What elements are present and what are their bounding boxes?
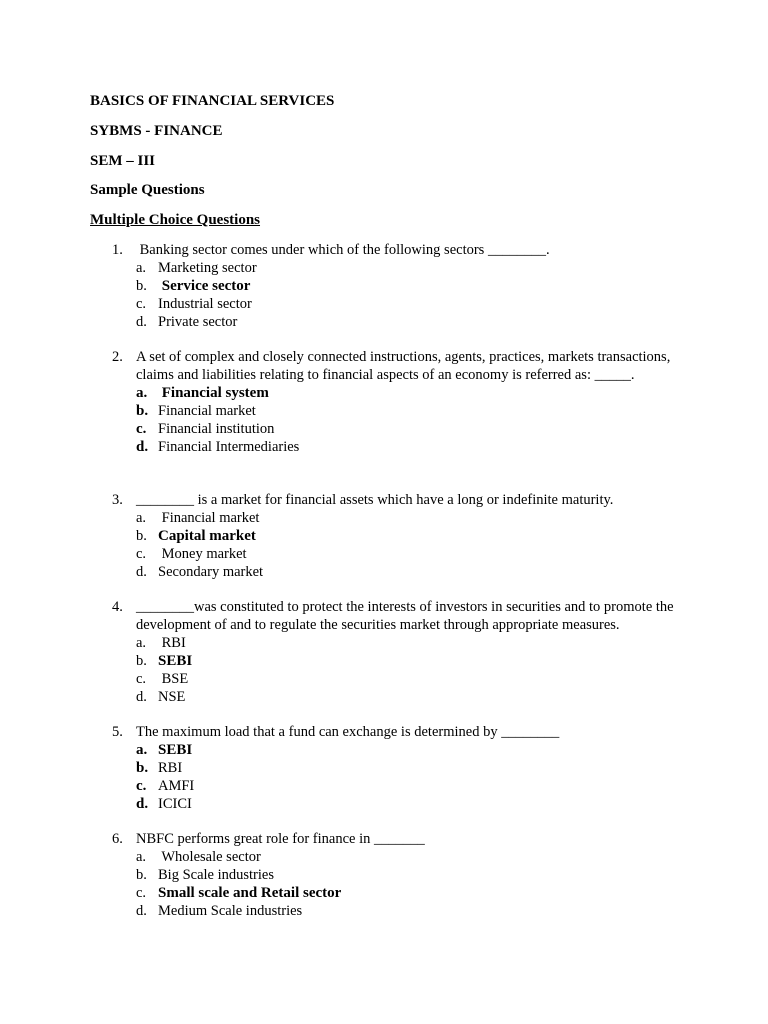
option-label: d. [136,314,147,330]
option-text: RBI [158,635,186,651]
option-a [112,259,682,277]
option-label: a. [136,510,147,526]
option-text: Financial market [158,510,260,526]
option-d [112,688,682,706]
question-5 [112,723,682,813]
option-label: c. [136,421,147,437]
option-a [112,384,682,402]
option-label: a. [136,742,148,758]
option-text: Financial market [158,403,256,419]
option-text: BSE [158,671,189,687]
question-3 [112,491,682,581]
question-text: A set of complex and closely connected instructions, agents, practices, markets transactions, claims and liabilities relating to financial aspects of an economy is referred as: _____. [136,349,671,383]
program-title: SYBMS - FINANCE [90,123,223,139]
question-number: 3. [112,492,123,508]
option-label: c. [136,885,147,901]
question-text: ________ is a market for financial assets which have a long or indefinite maturity. [136,492,614,508]
option-list [112,259,682,331]
option-text: ICICI [158,796,192,812]
option-list [112,848,682,920]
option-list [112,384,682,456]
option-label: c. [136,671,147,687]
semester-title: SEM – III [90,153,156,169]
question-number: 5. [112,724,123,740]
option-b [112,652,682,670]
option-c [112,777,682,795]
option-label: c. [136,778,147,794]
option-label: b. [136,528,147,544]
question-text: NBFC performs great role for finance in _______ [136,831,425,847]
option-label: a. [136,635,147,651]
option-c [112,295,682,313]
option-text: RBI [158,760,183,776]
course-title: BASICS OF FINANCIAL SERVICES [90,93,335,109]
option-text: Financial institution [158,421,275,437]
option-text: Big Scale industries [158,867,274,883]
option-b [112,759,682,777]
subsection-title: Multiple Choice Questions [90,212,261,228]
option-list [112,634,682,706]
option-a [112,509,682,527]
option-text-correct: Small scale and Retail sector [158,885,342,901]
question-text: ________was constituted to protect the interests of investors in securities and to promote the development of and to regulate the securities market through appropriate measures. [136,599,674,633]
option-label: b. [136,653,147,669]
option-d [112,313,682,331]
option-c [112,884,682,902]
option-text: Financial Intermediaries [158,439,300,455]
option-text: Industrial sector [158,296,252,312]
option-text-correct: SEBI [158,653,193,669]
question-number: 6. [112,831,123,847]
question-2 [112,348,682,456]
question-number: 1. [112,242,123,258]
option-label: a. [136,260,147,276]
option-text: Marketing sector [158,260,257,276]
option-text-correct: Financial system [158,385,269,401]
option-d [112,902,682,920]
option-a [112,848,682,866]
option-label: c. [136,546,147,562]
option-label: b. [136,278,147,294]
question-number: 2. [112,349,123,365]
option-text: Wholesale sector [158,849,261,865]
option-text-correct: Capital market [158,528,256,544]
option-c [112,420,682,438]
option-label: b. [136,867,147,883]
option-a [112,741,682,759]
option-b [112,527,682,545]
option-d [112,563,682,581]
option-label: d. [136,903,147,919]
option-label: d. [136,796,149,812]
option-list [112,509,682,581]
option-label: a. [136,385,148,401]
question-number: 4. [112,599,123,615]
option-b [112,866,682,884]
option-text: Medium Scale industries [158,903,303,919]
question-text: The maximum load that a fund can exchange is determined by ________ [136,724,560,740]
option-label: d. [136,564,147,580]
section-title: Sample Questions [90,182,205,198]
option-label: b. [136,403,149,419]
option-label: d. [136,689,147,705]
option-d [112,438,682,456]
option-text-correct: Service sector [158,278,251,294]
question-4 [112,598,682,706]
option-text: Private sector [158,314,238,330]
option-text: NSE [158,689,186,705]
option-text-correct: SEBI [158,742,193,758]
option-text: Secondary market [158,564,264,580]
option-list [112,741,682,813]
option-c [112,545,682,563]
option-b [112,402,682,420]
question-6 [112,830,682,920]
option-label: d. [136,439,149,455]
option-a [112,634,682,652]
option-b [112,277,682,295]
question-text: Banking sector comes under which of the following sectors ________. [136,242,550,258]
option-label: c. [136,296,147,312]
option-text: Money market [158,546,247,562]
option-d [112,795,682,813]
question-1 [112,241,682,331]
option-label: b. [136,760,149,776]
option-c [112,670,682,688]
option-text: AMFI [158,778,195,794]
option-label: a. [136,849,147,865]
